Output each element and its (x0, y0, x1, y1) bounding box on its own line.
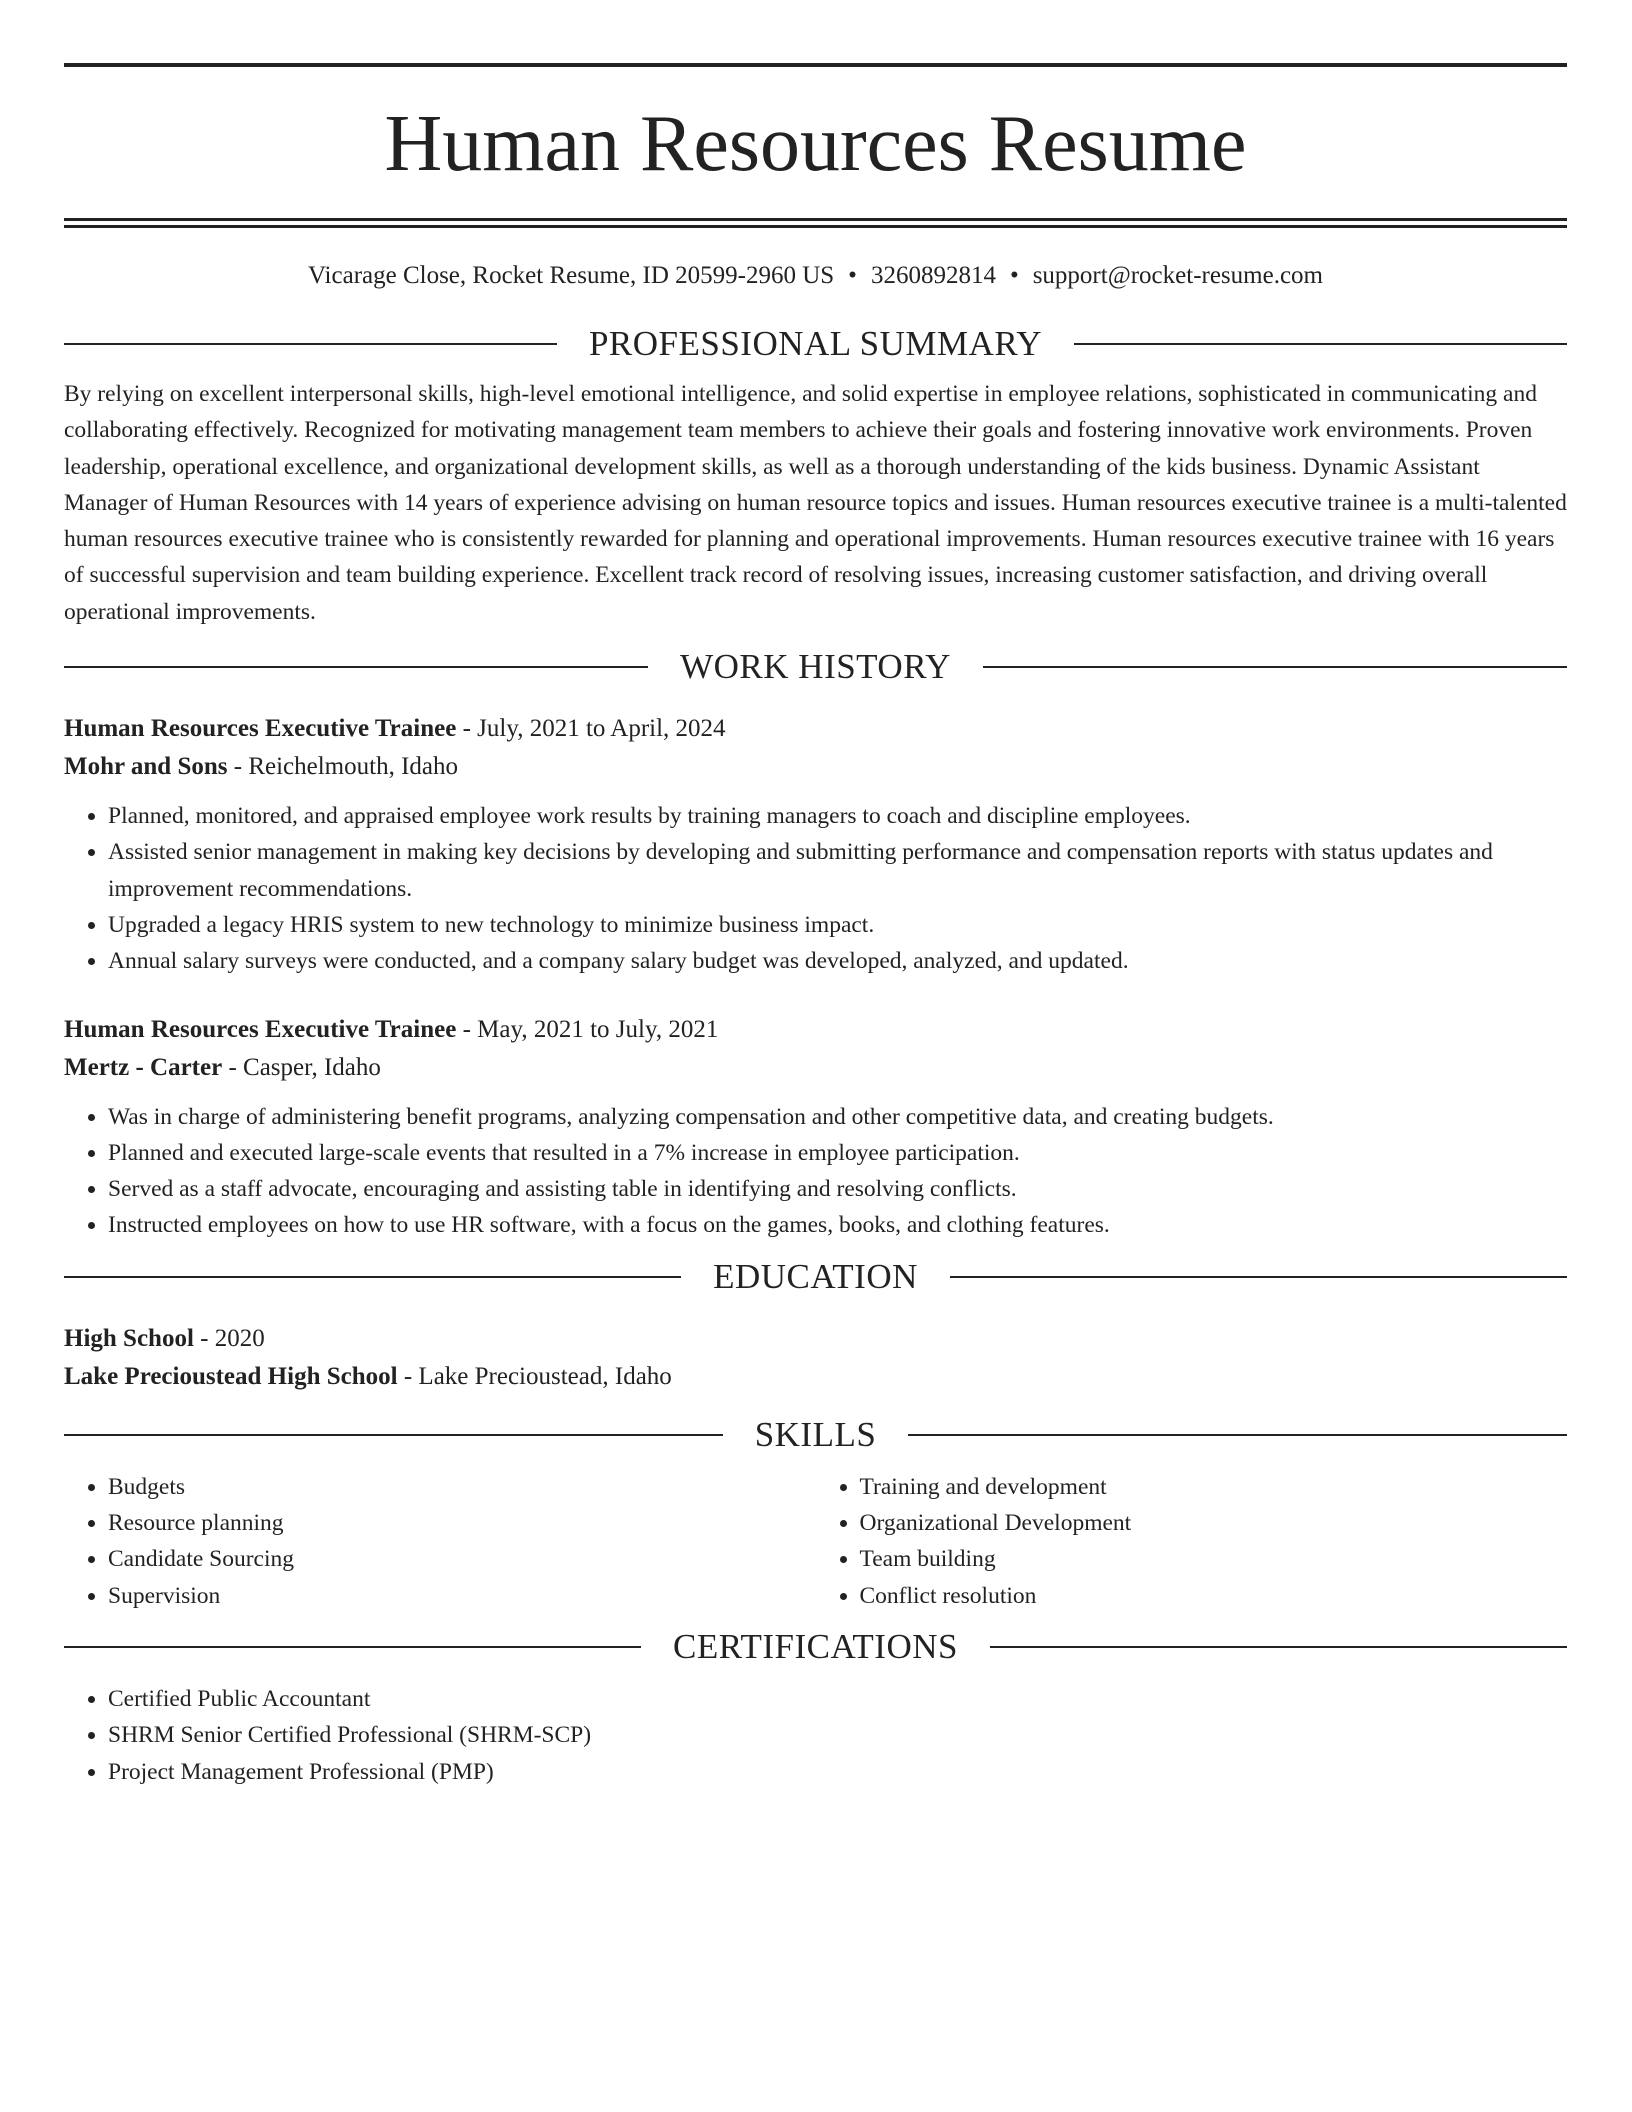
job-company: Mertz - Carter (64, 1053, 223, 1081)
work-heading: WORK HISTORY (680, 647, 951, 687)
skills-heading: SKILLS (754, 1414, 877, 1454)
education-section-heading (64, 1257, 1567, 1297)
contact-separator: • (848, 262, 857, 289)
list-item: • Planned, monitored, and appraised employee work results by training managers to coach and discipline employees. (108, 798, 1567, 834)
skills-list-right (816, 1469, 1568, 1614)
skills-section-heading (64, 1415, 1567, 1455)
top-rule (64, 63, 1567, 67)
list-item: • Certified Public Accountant (108, 1681, 1567, 1717)
summary-section-heading (64, 324, 1567, 364)
contact-address: Vicarage Close, Rocket Resume, ID 20599-2960 US (308, 262, 835, 289)
education-degree-line (64, 1320, 1567, 1358)
job-dates: - May, 2021 to July, 2021 (456, 1015, 719, 1043)
list-item: • Served as a staff advocate, encouraging and assisting table in identifying and resolving conflicts. (108, 1171, 1567, 1207)
job-entry (64, 710, 1567, 979)
job-title-line (64, 710, 1567, 748)
list-item: • Annual salary surveys were conducted, and a company salary budget was developed, analyzed, and updated. (108, 943, 1567, 979)
education-school: Lake Precioustead High School (64, 1362, 398, 1390)
heading-rule-right (1074, 343, 1567, 345)
certifications-heading: CERTIFICATIONS (673, 1626, 958, 1666)
list-item: • Conflict resolution (860, 1578, 1568, 1614)
contact-email: support@rocket-resume.com (1032, 262, 1323, 289)
list-item: • Planned and executed large-scale events that resulted in a 7% increase in employee participation. (108, 1135, 1567, 1171)
heading-rule-right (908, 1434, 1567, 1436)
skills-list-left (64, 1469, 816, 1614)
education-entry (64, 1320, 1567, 1396)
skills-grid (64, 1469, 1567, 1614)
job-company: Mohr and Sons (64, 753, 228, 781)
list-item: • Assisted senior management in making key decisions by developing and submitting performance and compensation reports with status updates and improvement recommendations. (108, 834, 1567, 907)
education-degree: High School (64, 1324, 194, 1352)
list-item: • Team building (860, 1541, 1568, 1577)
job-company-line (64, 748, 1567, 786)
job-location: - Casper, Idaho (222, 1053, 381, 1081)
job-dates: - July, 2021 to April, 2024 (456, 715, 726, 743)
heading-rule-left (64, 1276, 681, 1278)
list-item: • Project Management Professional (PMP) (108, 1754, 1567, 1790)
heading-rule-left (64, 1434, 723, 1436)
education-school-line (64, 1358, 1567, 1396)
contact-line (64, 261, 1567, 291)
resume-title: Human Resources Resume (384, 100, 1247, 188)
resume-page (64, 63, 1567, 1790)
summary-heading: PROFESSIONAL SUMMARY (588, 324, 1043, 363)
list-item: • Training and development (860, 1469, 1568, 1505)
list-item: • SHRM Senior Certified Professional (SHRM-SCP) (108, 1717, 1567, 1753)
summary-text: By relying on excellent interpersonal skills, high-level emotional intelligence, and solid expertise in employee relations, sophisticated in communicating and collaborating effectively. Recognized for motivating management team members to achieve their goals and fostering innovative work environments. Proven leadership, operational excellence, and organizational development skills, as well as a thorough understanding of the kids business. Dynamic Assistant Manager of Human Resources with 14 years of experience advising on human resource topics and issues. Human resources executive trainee is a multi-talented human resources executive trainee who is consistently rewarded for planning and operational improvements. Human resources executive trainee with 16 years of successful supervision and team building experience. Excellent track record of resolving issues, increasing customer satisfaction, and driving overall operational improvements. (64, 381, 1567, 625)
list-item: • Supervision (108, 1578, 816, 1614)
list-item: • Instructed employees on how to use HR software, with a focus on the games, books, and clothing features. (108, 1207, 1567, 1243)
list-item: • Budgets (108, 1469, 816, 1505)
job-title-line (64, 1011, 1567, 1049)
list-item: • Upgraded a legacy HRIS system to new technology to minimize business impact. (108, 907, 1567, 943)
heading-rule-right (983, 666, 1567, 668)
job-role: Human Resources Executive Trainee (64, 1015, 457, 1043)
heading-rule-left (64, 343, 557, 345)
job-location: - Reichelmouth, Idaho (227, 753, 458, 781)
job-role: Human Resources Executive Trainee (64, 715, 457, 743)
list-item: • Candidate Sourcing (108, 1541, 816, 1577)
education-heading: EDUCATION (713, 1256, 918, 1296)
list-item: • Was in charge of administering benefit programs, analyzing compensation and other competitive data, and creating budgets. (108, 1099, 1567, 1135)
work-section-heading (64, 647, 1567, 687)
list-item: • Organizational Development (860, 1505, 1568, 1541)
heading-rule-right (990, 1646, 1567, 1648)
heading-rule-left (64, 1646, 641, 1648)
education-location: - Lake Precioustead, Idaho (397, 1362, 672, 1390)
contact-separator: • (1009, 262, 1019, 289)
title-double-rule (64, 218, 1567, 228)
job-bullets (64, 1099, 1567, 1244)
heading-rule-left (64, 666, 648, 668)
job-bullets (64, 798, 1567, 979)
education-year: - 2020 (193, 1324, 265, 1352)
heading-rule-right (950, 1276, 1567, 1278)
job-entry (64, 1011, 1567, 1244)
job-company-line (64, 1049, 1567, 1087)
certifications-list (64, 1681, 1567, 1790)
certifications-section-heading (64, 1627, 1567, 1667)
list-item: • Resource planning (108, 1505, 816, 1541)
contact-phone: 3260892814 (870, 262, 996, 289)
